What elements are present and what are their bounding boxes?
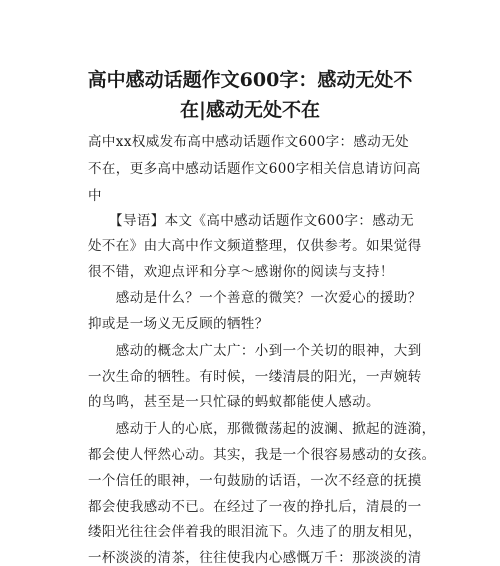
body-text-line: 缕阳光往往会伴着我的眼泪流下。久违了的朋友相见，	[88, 524, 422, 540]
body-text-line: 高中xx权威发布高中感动话题作文600字：感动无处	[88, 134, 409, 150]
body-text-line: 中	[88, 188, 102, 204]
body-text-line: 都会使人怦然心动。其实，我是一个很容易感动的女孩。	[88, 447, 436, 463]
body-text-line: 抑或是一场义无反顾的牺牲？	[88, 316, 269, 332]
body-text-line: 一杯淡淡的清茶，往往使我内心感慨万千：那淡淡的清	[88, 550, 422, 566]
body-text-line: 感动是什么？一个善意的微笑？一次爱心的援助？	[88, 290, 422, 306]
body-text-line: 很不错，欢迎点评和分享～感谢你的阅读与支持！	[88, 264, 394, 280]
body-text-line: 都会使我感动不已。在经过了一夜的挣扎后，清晨的一	[88, 499, 422, 515]
body-text-line: 处不在》由大高中作文频道整理，仅供参考。如果觉得	[88, 238, 422, 254]
document-title-line-1: 高中感动话题作文600字：感动无处不	[87, 69, 413, 91]
body-text-line: 【导语】本文《高中感动话题作文600字：感动无	[88, 213, 415, 229]
body-text-line: 不在，更多高中感动话题作文600字相关信息请访问高	[88, 161, 421, 177]
document-title-line-2: 在|感动无处不在	[180, 99, 320, 121]
body-text-line: 感动的概念太广太广：小到一个关切的眼神，大到	[88, 343, 422, 359]
body-text-line: 一个信任的眼神，一句鼓励的话语，一次不经意的抚摸	[88, 473, 422, 489]
body-text-line: 的鸟鸣，甚至是一只忙碌的蚂蚁都能使人感动。	[88, 394, 380, 410]
body-text-line: 一次生命的牺牲。有时候，一缕清晨的阳光，一声婉转	[88, 369, 422, 385]
body-text-line: 感动于人的心底，那微微荡起的波澜、掀起的涟漪，	[88, 421, 436, 437]
